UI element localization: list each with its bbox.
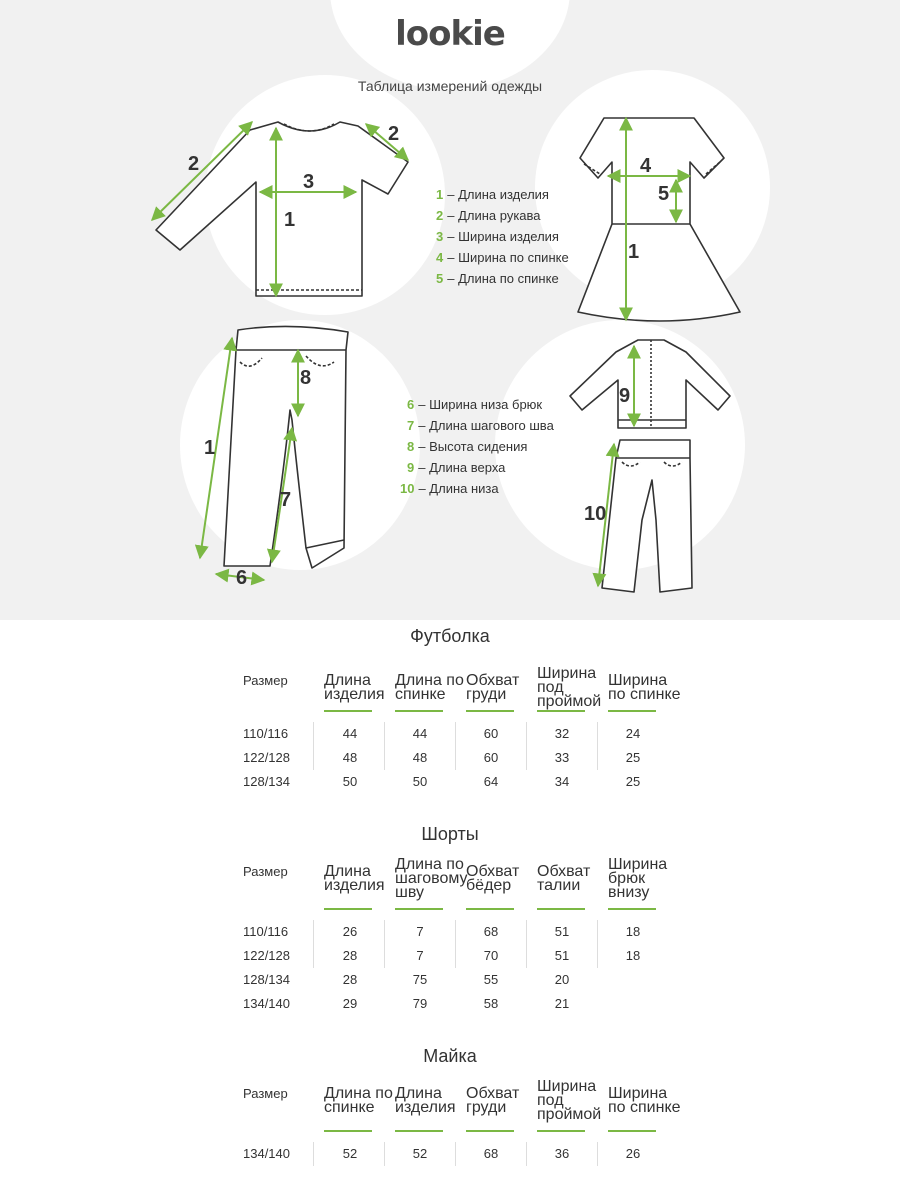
header-underline xyxy=(324,908,372,910)
column-header-line: бёдер xyxy=(466,877,512,894)
table-cell: 18 xyxy=(625,924,641,939)
column-header-line: спинке xyxy=(324,1099,375,1116)
header-underline xyxy=(608,710,656,712)
tshirt-drawing xyxy=(156,122,408,296)
table-cell: 44 xyxy=(342,726,358,741)
table-cell: 28 xyxy=(342,972,358,987)
table-cell: 58 xyxy=(483,996,499,1011)
table-cell: 26 xyxy=(625,1146,641,1161)
table-row-size: 122/128 xyxy=(243,750,290,765)
pants-label-hem-width: 6 xyxy=(236,567,248,589)
column-header-line: Ширина xyxy=(537,1078,597,1095)
table-cell: 50 xyxy=(342,774,358,789)
column-separator xyxy=(313,920,314,968)
column-header-line: Ширина xyxy=(608,856,668,873)
column-header-line: Длина xyxy=(324,863,371,880)
table-row-size: 134/140 xyxy=(243,1146,290,1161)
table-cell: 7 xyxy=(416,948,424,963)
table-cell: 51 xyxy=(554,948,570,963)
legend-item: 6 – Ширина низа брюк xyxy=(407,397,543,412)
pants-drawing xyxy=(224,326,348,568)
column-header-line: изделия xyxy=(324,686,385,703)
column-header-line: по спинке xyxy=(608,1099,681,1116)
column-separator xyxy=(597,722,598,770)
header-underline xyxy=(324,710,372,712)
table-cell: 70 xyxy=(483,948,499,963)
column-header-line: шву xyxy=(395,884,424,901)
column-header-line: шаговому xyxy=(395,870,468,887)
column-header-line: груди xyxy=(466,686,507,703)
table-cell: 33 xyxy=(554,750,570,765)
column-header xyxy=(395,858,468,900)
column-header-line: изделия xyxy=(395,1099,456,1116)
table-cell: 7 xyxy=(416,924,424,939)
column-header-line: Ширина xyxy=(537,665,597,682)
column-header xyxy=(466,1087,519,1115)
header-underline xyxy=(608,908,656,910)
set-label-top-length: 9 xyxy=(619,385,631,407)
header-underline xyxy=(466,710,514,712)
legend-item: 10 – Длина низа xyxy=(400,481,499,496)
table-cell: 28 xyxy=(342,948,358,963)
column-header xyxy=(537,1080,601,1122)
header-underline xyxy=(395,1130,443,1132)
table-cell: 24 xyxy=(625,726,641,741)
legend-item: 3 – Ширина изделия xyxy=(436,229,559,244)
tshirt-label-length: 1 xyxy=(284,209,296,231)
table-cell: 26 xyxy=(342,924,358,939)
column-header-line: Обхват xyxy=(466,1085,520,1102)
table-title: Шорты xyxy=(421,824,479,844)
brand-logo xyxy=(0,14,900,54)
set-label-bottom-length: 10 xyxy=(584,503,607,525)
column-header xyxy=(466,674,519,702)
table-row-size: 128/134 xyxy=(243,972,290,987)
table-cell: 18 xyxy=(625,948,641,963)
table-cell: 60 xyxy=(483,750,499,765)
column-header-line: спинке xyxy=(395,686,446,703)
column-separator xyxy=(455,722,456,770)
column-header xyxy=(395,1087,456,1115)
column-header-line: Ширина xyxy=(608,1085,668,1102)
table-row-size: 110/116 xyxy=(243,924,289,939)
page-subtitle: Таблица измерений одежды xyxy=(357,78,543,94)
table-cell: 55 xyxy=(483,972,499,987)
table-cell: 52 xyxy=(342,1146,358,1161)
table-cell: 25 xyxy=(625,750,641,765)
header-underline xyxy=(466,908,514,910)
table-cell: 64 xyxy=(483,774,499,789)
table-cell: 36 xyxy=(554,1146,570,1161)
table-cell: 44 xyxy=(412,726,428,741)
header-underline xyxy=(537,908,585,910)
column-header xyxy=(608,1087,681,1115)
column-separator xyxy=(455,920,456,968)
table-cell: 48 xyxy=(342,750,358,765)
header-underline xyxy=(466,1130,514,1132)
header-underline xyxy=(324,1130,372,1132)
table-title: Майка xyxy=(423,1046,477,1066)
legend-item: 9 – Длина верха xyxy=(407,460,506,475)
column-header-line: проймой xyxy=(537,693,602,710)
column-header-line: Длина по xyxy=(324,1085,393,1102)
dress-label-length: 1 xyxy=(628,241,640,263)
column-header xyxy=(324,674,385,702)
column-separator xyxy=(384,722,385,770)
legend-item: 7 – Длина шагового шва xyxy=(407,418,554,433)
legend-top xyxy=(436,184,569,289)
column-separator xyxy=(597,920,598,968)
legend-item: 5 – Длина по спинке xyxy=(436,271,559,286)
column-header-line: Длина по xyxy=(395,672,464,689)
column-separator xyxy=(526,1142,527,1166)
table-cell: 25 xyxy=(625,774,641,789)
tshirt-label-sleeve-right: 2 xyxy=(388,123,400,145)
table-row-size: 122/128 xyxy=(243,948,290,963)
column-header-line: Длина xyxy=(324,672,371,689)
table-cell: 21 xyxy=(554,996,570,1011)
table-cell: 52 xyxy=(412,1146,428,1161)
table-row-size: 134/140 xyxy=(243,996,290,1011)
column-header-line: под xyxy=(537,679,564,696)
table-cell: 32 xyxy=(554,726,570,741)
column-header-line: изделия xyxy=(324,877,385,894)
legend-item: 1 – Длина изделия xyxy=(436,187,549,202)
tshirt-label-width: 3 xyxy=(303,171,315,193)
set-pants-drawing xyxy=(602,440,692,592)
table-row-size: 110/116 xyxy=(243,726,289,741)
table-cell: 34 xyxy=(554,774,570,789)
header-underline xyxy=(395,908,443,910)
dress-label-back-length: 5 xyxy=(658,183,670,205)
table-cell: 68 xyxy=(483,1146,499,1161)
column-header xyxy=(537,865,590,893)
header-underline xyxy=(608,1130,656,1132)
pants-label-inseam: 7 xyxy=(280,489,292,511)
legend-item: 4 – Ширина по спинке xyxy=(436,250,569,265)
column-separator xyxy=(313,722,314,770)
table-cell: 79 xyxy=(412,996,428,1011)
dress-drawing xyxy=(578,118,740,321)
column-header xyxy=(324,865,385,893)
pants-label-length: 1 xyxy=(204,437,216,459)
column-header xyxy=(537,667,601,709)
table-cell: 50 xyxy=(412,774,428,789)
column-header xyxy=(395,674,464,702)
column-header-line: Длина по xyxy=(395,856,464,873)
table-cell: 68 xyxy=(483,924,499,939)
table-row-size: 128/134 xyxy=(243,774,290,789)
size-header: Размер xyxy=(243,673,288,688)
column-header xyxy=(466,865,519,893)
column-header-line: Обхват xyxy=(466,672,520,689)
column-header-line: брюк xyxy=(608,870,646,887)
column-header-line: внизу xyxy=(608,884,650,901)
tshirt-label-sleeve-left: 2 xyxy=(188,153,200,175)
table-cell: 20 xyxy=(554,972,570,987)
column-header-line: под xyxy=(537,1092,564,1109)
legend-item: 8 – Высота сидения xyxy=(407,439,528,454)
table-cell: 29 xyxy=(342,996,358,1011)
header-underline xyxy=(537,1130,585,1132)
column-header-line: по спинке xyxy=(608,686,681,703)
pants-label-seat: 8 xyxy=(300,367,312,389)
column-separator xyxy=(526,920,527,968)
column-separator xyxy=(455,1142,456,1166)
column-separator xyxy=(526,722,527,770)
column-header-line: Обхват xyxy=(466,863,520,880)
column-header-line: проймой xyxy=(537,1106,602,1123)
size-header: Размер xyxy=(243,864,288,879)
column-separator xyxy=(384,1142,385,1166)
column-header-line: Ширина xyxy=(608,672,668,689)
column-header xyxy=(608,858,667,900)
legend-item: 2 – Длина рукава xyxy=(436,208,541,223)
header-underline xyxy=(395,710,443,712)
column-header-line: талии xyxy=(537,877,581,894)
legend-bottom xyxy=(400,394,554,499)
table-cell: 75 xyxy=(412,972,428,987)
column-header xyxy=(608,674,681,702)
size-header: Размер xyxy=(243,1086,288,1101)
jacket-drawing xyxy=(570,340,730,428)
column-separator xyxy=(313,1142,314,1166)
column-header-line: Длина xyxy=(395,1085,442,1102)
column-header-line: Обхват xyxy=(537,863,591,880)
dress-label-back-width: 4 xyxy=(640,155,652,177)
brand-logo-text: lookie xyxy=(395,14,505,54)
header-underline xyxy=(537,710,585,712)
table-title: Футболка xyxy=(410,626,490,646)
column-header xyxy=(324,1087,393,1115)
column-separator xyxy=(384,920,385,968)
table-cell: 48 xyxy=(412,750,428,765)
table-cell: 51 xyxy=(554,924,570,939)
table-cell: 60 xyxy=(483,726,499,741)
column-separator xyxy=(597,1142,598,1166)
column-header-line: груди xyxy=(466,1099,507,1116)
